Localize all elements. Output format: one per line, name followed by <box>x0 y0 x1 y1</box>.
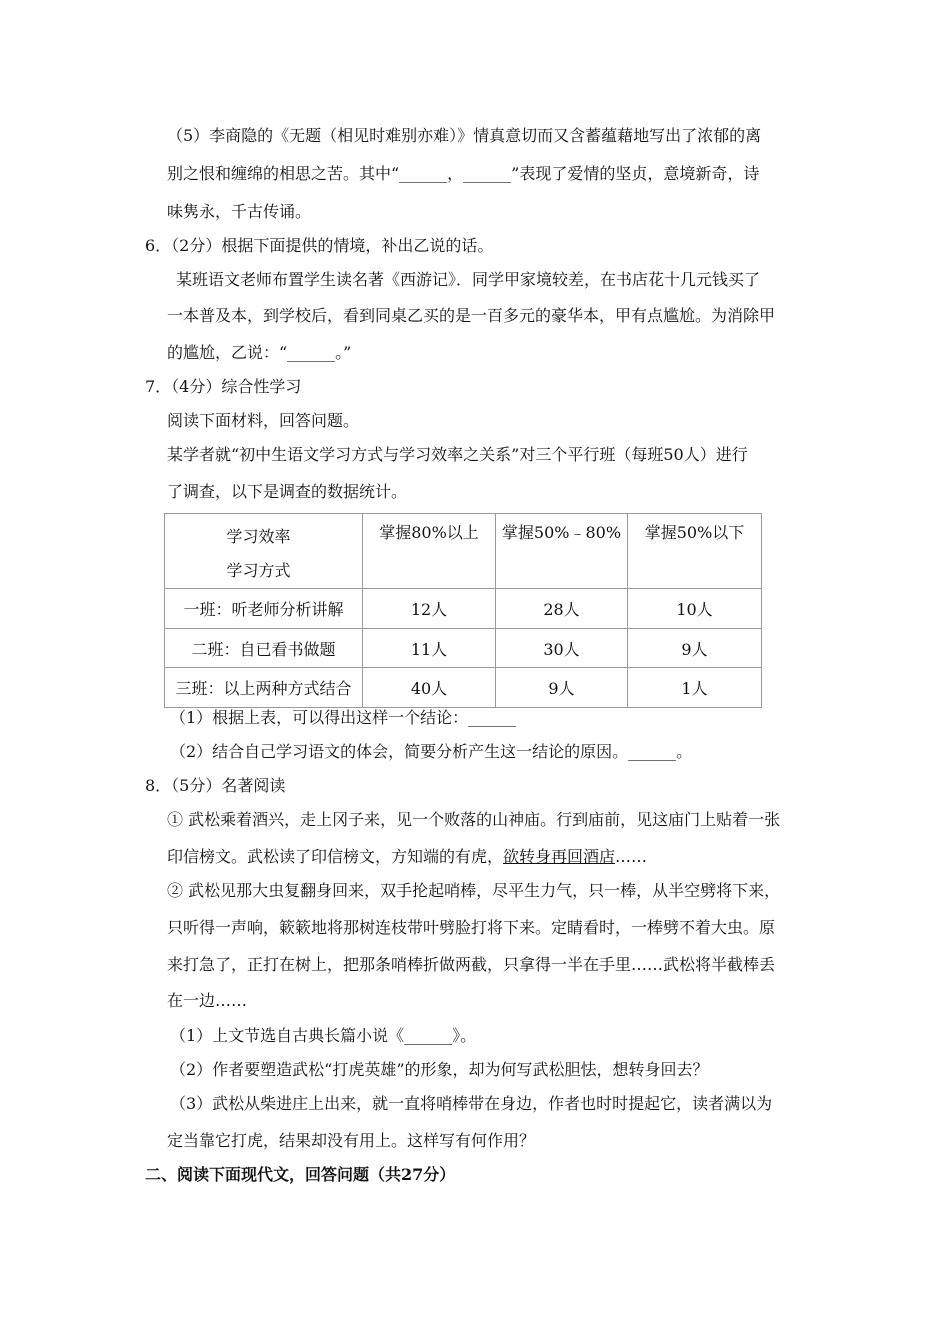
q8-p2-line4: 在一边…… <box>167 991 248 1010</box>
table-header-row <box>165 514 762 589</box>
q6-line3: 的尴尬，乙说：“______。” <box>167 343 352 362</box>
table-corner-cell <box>165 514 363 589</box>
underlined-phrase: 欲转身再回酒店 <box>503 847 616 866</box>
corner-top-label: 学习效率 <box>226 527 291 546</box>
q8-p2-line2: 只听得一声响，簌簌地将那树连枝带叶劈脸打将下来。定睛看时，一棒劈不着大虫。原 <box>167 918 776 937</box>
q7-line1: 某学者就“初中生语文学习方式与学习效率之关系”对三个平行班（每班50人）进行 <box>167 445 748 464</box>
corner-bottom-label: 学习方式 <box>226 561 291 580</box>
table-header-cell: 掌握80%以上 <box>363 514 496 589</box>
q7-title: 7．（4分）综合性学习 <box>145 377 302 396</box>
table-header-cell: 掌握50%以下 <box>628 514 762 589</box>
q8-p1-line2-text: 印信榜文。武松读了印信榜文，方知端的有虎， <box>167 847 504 866</box>
q8-sub1: （1）上文节选自古典长篇小说《______》。 <box>170 1026 477 1045</box>
q8-title: 8．（5分）名著阅读 <box>145 776 286 795</box>
table-header-cell: 掌握50%﹣80% <box>496 514 628 589</box>
row-label: 二班：自已看书做题 <box>165 629 363 668</box>
q8-p1-line1: ① 武松乘着酒兴，走上冈子来，见一个败落的山神庙。行到庙前，见这庙门上贴着一张 <box>167 810 781 829</box>
row-label: 三班：以上两种方式结合 <box>165 668 363 708</box>
table-cell: 40人 <box>363 668 496 708</box>
section2-title: 二、阅读下面现代文，回答问题（共27分） <box>145 1165 456 1184</box>
table-row <box>165 668 762 708</box>
q8-sub3-line1: （3）武松从柴进庄上出来，就一直将哨棒带在身边，作者也时时提起它，读者满以为 <box>170 1094 773 1113</box>
table-cell: 11人 <box>363 629 496 668</box>
table-row <box>165 629 762 668</box>
q8-p2-line3: 来打急了，正打在树上，把那条哨棒折做两截，只拿得一半在手里……武松将半截棒丢 <box>167 955 776 974</box>
q5-sub5-line1: （5）李商隐的《无题（相见时难别亦难）》情真意切而又含蓄蕴藉地写出了浓郁的离 <box>167 126 762 145</box>
survey-table <box>164 513 762 708</box>
table-cell: 12人 <box>363 589 496 629</box>
q8-sub3-line2: 定当靠它打虎，结果却没有用上。这样写有何作用？ <box>167 1131 536 1150</box>
q8-p1-line2 <box>167 847 647 867</box>
q5-sub5-line2: 别之恨和缠绵的相思之苦。其中“______，______”表现了爱情的坚贞，意境新奇，诗 <box>167 164 760 183</box>
table-cell: 10人 <box>628 589 762 629</box>
q6-line2: 一本普及本，到学校后，看到同桌乙买的是一百多元的豪华本，甲有点尴尬。为消除甲 <box>167 306 776 325</box>
q7-sub2: （2）结合自己学习语文的体会，简要分析产生这一结论的原因。______。 <box>170 742 693 761</box>
q6-title: 6．（2分）根据下面提供的情境，补出乙说的话。 <box>145 236 494 255</box>
table-cell: 30人 <box>496 629 628 668</box>
q7-sub1: （1）根据上表，可以得出这样一个结论：______ <box>170 708 517 727</box>
q8-p2-line1: ② 武松见那大虫复翻身回来，双手抡起哨棒，尽平生力气，只一棒，从半空劈将下来， <box>167 881 781 900</box>
q6-line1: 某班语文老师布置学生读名著《西游记》．同学甲家境较差，在书店花十几元钱买了 <box>176 270 761 289</box>
q7-line2: 了调查，以下是调查的数据统计。 <box>167 482 408 501</box>
q5-sub5-line3: 味隽永，千古传诵。 <box>167 202 312 221</box>
q8-sub2: （2）作者要塑造武松“打虎英雄”的形象，却为何写武松胆怯，想转身回去？ <box>170 1060 709 1079</box>
q8-p1-line2-ellipsis: …… <box>615 847 648 866</box>
table-row <box>165 589 762 629</box>
q7-intro: 阅读下面材料，回答问题。 <box>167 411 360 430</box>
row-label: 一班：听老师分析讲解 <box>165 589 363 629</box>
table-cell: 9人 <box>496 668 628 708</box>
table-cell: 28人 <box>496 589 628 629</box>
table-cell: 9人 <box>628 629 762 668</box>
table-cell: 1人 <box>628 668 762 708</box>
